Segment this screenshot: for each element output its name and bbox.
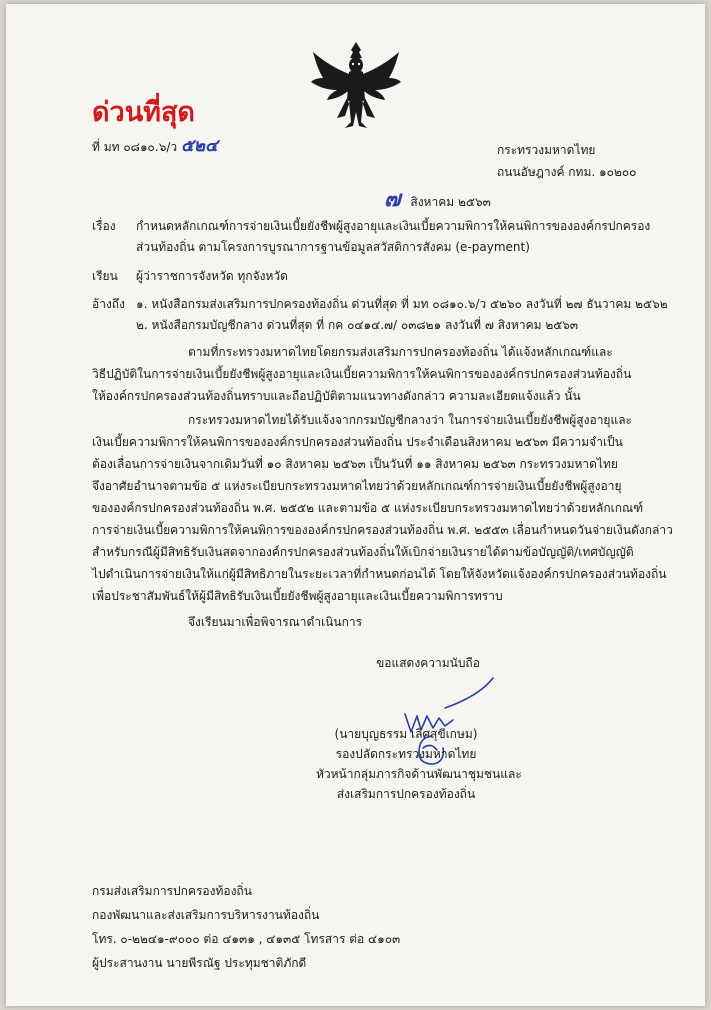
recipient-label: เรียน bbox=[92, 269, 118, 283]
footer-coordinator: ผู้ประสานงาน นายพีรณัฐ ประทุมชาติภักดี bbox=[92, 956, 307, 970]
date-day-handwritten: ๗ bbox=[384, 186, 401, 211]
urgency-mark: ด่วนที่สุด bbox=[92, 97, 195, 127]
signatory-block bbox=[316, 724, 522, 804]
paragraph-line: กระทรวงมหาดไทยได้รับแจ้งจากกรมบัญชีกลางว่า ในการจ่ายเงินเบี้ยยังชีพผู้สูงอายุและ bbox=[188, 413, 632, 427]
references-label: อ้างถึง bbox=[92, 297, 125, 311]
footer-department: กรมส่งเสริมการปกครองท้องถิ่น bbox=[92, 884, 252, 898]
document-number-prefix: ที่ มท ๐๘๑๐.๖/ว bbox=[92, 140, 178, 154]
letter-date bbox=[384, 186, 491, 212]
paragraph-1 bbox=[92, 341, 631, 407]
subject-line-2: ส่วนท้องถิ่น ตามโครงการบูรณาการฐานข้อมูลสวัสดิการสังคม (e-payment) bbox=[136, 240, 530, 254]
paragraph-line: เพื่อประชาสัมพันธ์ให้ผู้มีสิทธิรับเงินเบี้ยยังชีพผู้สูงอายุและเงินเบี้ยความพิการทราบ bbox=[92, 589, 503, 603]
signatory-title: รองปลัดกระทรวงมหาดไทย bbox=[335, 747, 477, 761]
document-number-handwritten: ๕๒๔ bbox=[180, 136, 218, 155]
paragraph-line: การจ่ายเงินเบี้ยความพิการให้คนพิการขององค์กรปกครองส่วนท้องถิ่น พ.ศ. ๒๕๕๓ เลื่อนกำหนดวันจ่ายเงินดังกล่าว bbox=[92, 523, 673, 537]
issuer-ministry: กระทรวงมหาดไทย bbox=[497, 143, 596, 157]
paragraph-line: จึงอาศัยอำนาจตามข้อ ๕ แห่งระเบียบกระทรวงมหาดไทยว่าด้วยหลักเกณฑ์การจ่ายเงินเบี้ยยังชีพผู้สูงอายุ bbox=[92, 479, 622, 493]
closing-text: จึงเรียนมาเพื่อพิจารณาดำเนินการ bbox=[188, 615, 363, 629]
garuda-emblem-icon bbox=[307, 38, 405, 134]
footer-division: กองพัฒนาและส่งเสริมการบริหารงานท้องถิ่น bbox=[92, 908, 320, 922]
subject-line-1: กำหนดหลักเกณฑ์การจ่ายเงินเบี้ยยังชีพผู้สูงอายุและเงินเบี้ยความพิการให้คนพิการขององค์กรปกครอง bbox=[136, 219, 651, 233]
reference-item: ๒. หนังสือกรมบัญชีกลาง ด่วนที่สุด ที่ กค ๐๔๑๔.๗/ ๐๓๘๒๑ ลงวันที่ ๗ สิงหาคม ๒๕๖๓ bbox=[136, 318, 579, 332]
paragraph-2 bbox=[92, 409, 673, 607]
signatory-name: (นายบุญธรรม เลิศสุขีเกษม) bbox=[334, 727, 478, 741]
signatory-title: ส่งเสริมการปกครองท้องถิ่น bbox=[336, 787, 476, 801]
paragraph-line: เงินเบี้ยความพิการให้คนพิการขององค์กรปกครองส่วนท้องถิ่น ประจำเดือนสิงหาคม ๒๕๖๓ มีความจำเป็น bbox=[92, 435, 623, 449]
signatory-title: หัวหน้ากลุ่มภารกิจด้านพัฒนาชุมชนและ bbox=[316, 767, 522, 781]
paragraph-line: สำหรับกรณีผู้มีสิทธิรับเงินสดจากองค์กรปกครองส่วนท้องถิ่นให้เบิกจ่ายเงินรายได้ตามข้อบัญญัติ/เทศบัญญัติ bbox=[92, 545, 634, 559]
paragraph-line: วิธีปฏิบัติในการจ่ายเงินเบี้ยยังชีพผู้สูงอายุและเงินเบี้ยความพิการให้คนพิการขององค์กรปกครองส่วนท้องถิ่น bbox=[92, 367, 632, 381]
paragraph-line: ไปดำเนินการจ่ายเงินให้แก่ผู้มีสิทธิภายในระยะเวลาที่กำหนดก่อนได้ โดยให้จังหวัดแจ้งองค์กรปกครองส่วนท้องถิ่น bbox=[92, 567, 667, 581]
footer-phone: โทร. ๐-๒๒๔๑-๙๐๐๐ ต่อ ๔๑๓๑ , ๔๑๓๕ โทรสาร ต่อ ๔๑๐๓ bbox=[92, 932, 401, 946]
letter-page bbox=[6, 4, 705, 1006]
recipient-text: ผู้ว่าราชการจังหวัด ทุกจังหวัด bbox=[136, 269, 288, 283]
paragraph-line: ต้องเลื่อนการจ่ายเงินจากเดิมวันที่ ๑๐ สิงหาคม ๒๕๖๓ เป็นวันที่ ๑๑ สิงหาคม ๒๕๖๓ กระทรวงมหาดไทย bbox=[92, 457, 618, 471]
regards-text: ขอแสดงความนับถือ bbox=[376, 656, 480, 670]
paragraph-line: ตามที่กระทรวงมหาดไทยโดยกรมส่งเสริมการปกครองท้องถิ่น ได้แจ้งหลักเกณฑ์และ bbox=[188, 345, 613, 359]
subject-label: เรื่อง bbox=[92, 219, 116, 233]
reference-item: ๑. หนังสือกรมส่งเสริมการปกครองท้องถิ่น ด่วนที่สุด ที่ มท ๐๘๑๐.๖/ว ๕๒๖๐ ลงวันที่ ๒๗ ธันวาคม ๒๕๖๒ bbox=[136, 297, 668, 311]
paragraph-line: ให้องค์กรปกครองส่วนท้องถิ่นทราบและถือปฏิบัติตามแนวทางดังกล่าว ความละเอียดแจ้งแล้ว นั้น bbox=[92, 389, 581, 403]
date-month-year: สิงหาคม ๒๕๖๓ bbox=[410, 195, 491, 209]
document-number bbox=[92, 136, 218, 157]
issuer-address: ถนนอัษฎางค์ กทม. ๑๐๒๐๐ bbox=[497, 165, 637, 179]
paragraph-line: ขององค์กรปกครองส่วนท้องถิ่น พ.ศ. ๒๕๕๒ และตามข้อ ๕ แห่งระเบียบกระทรวงมหาดไทยว่าด้วยหลักเกณฑ์ bbox=[92, 501, 644, 515]
